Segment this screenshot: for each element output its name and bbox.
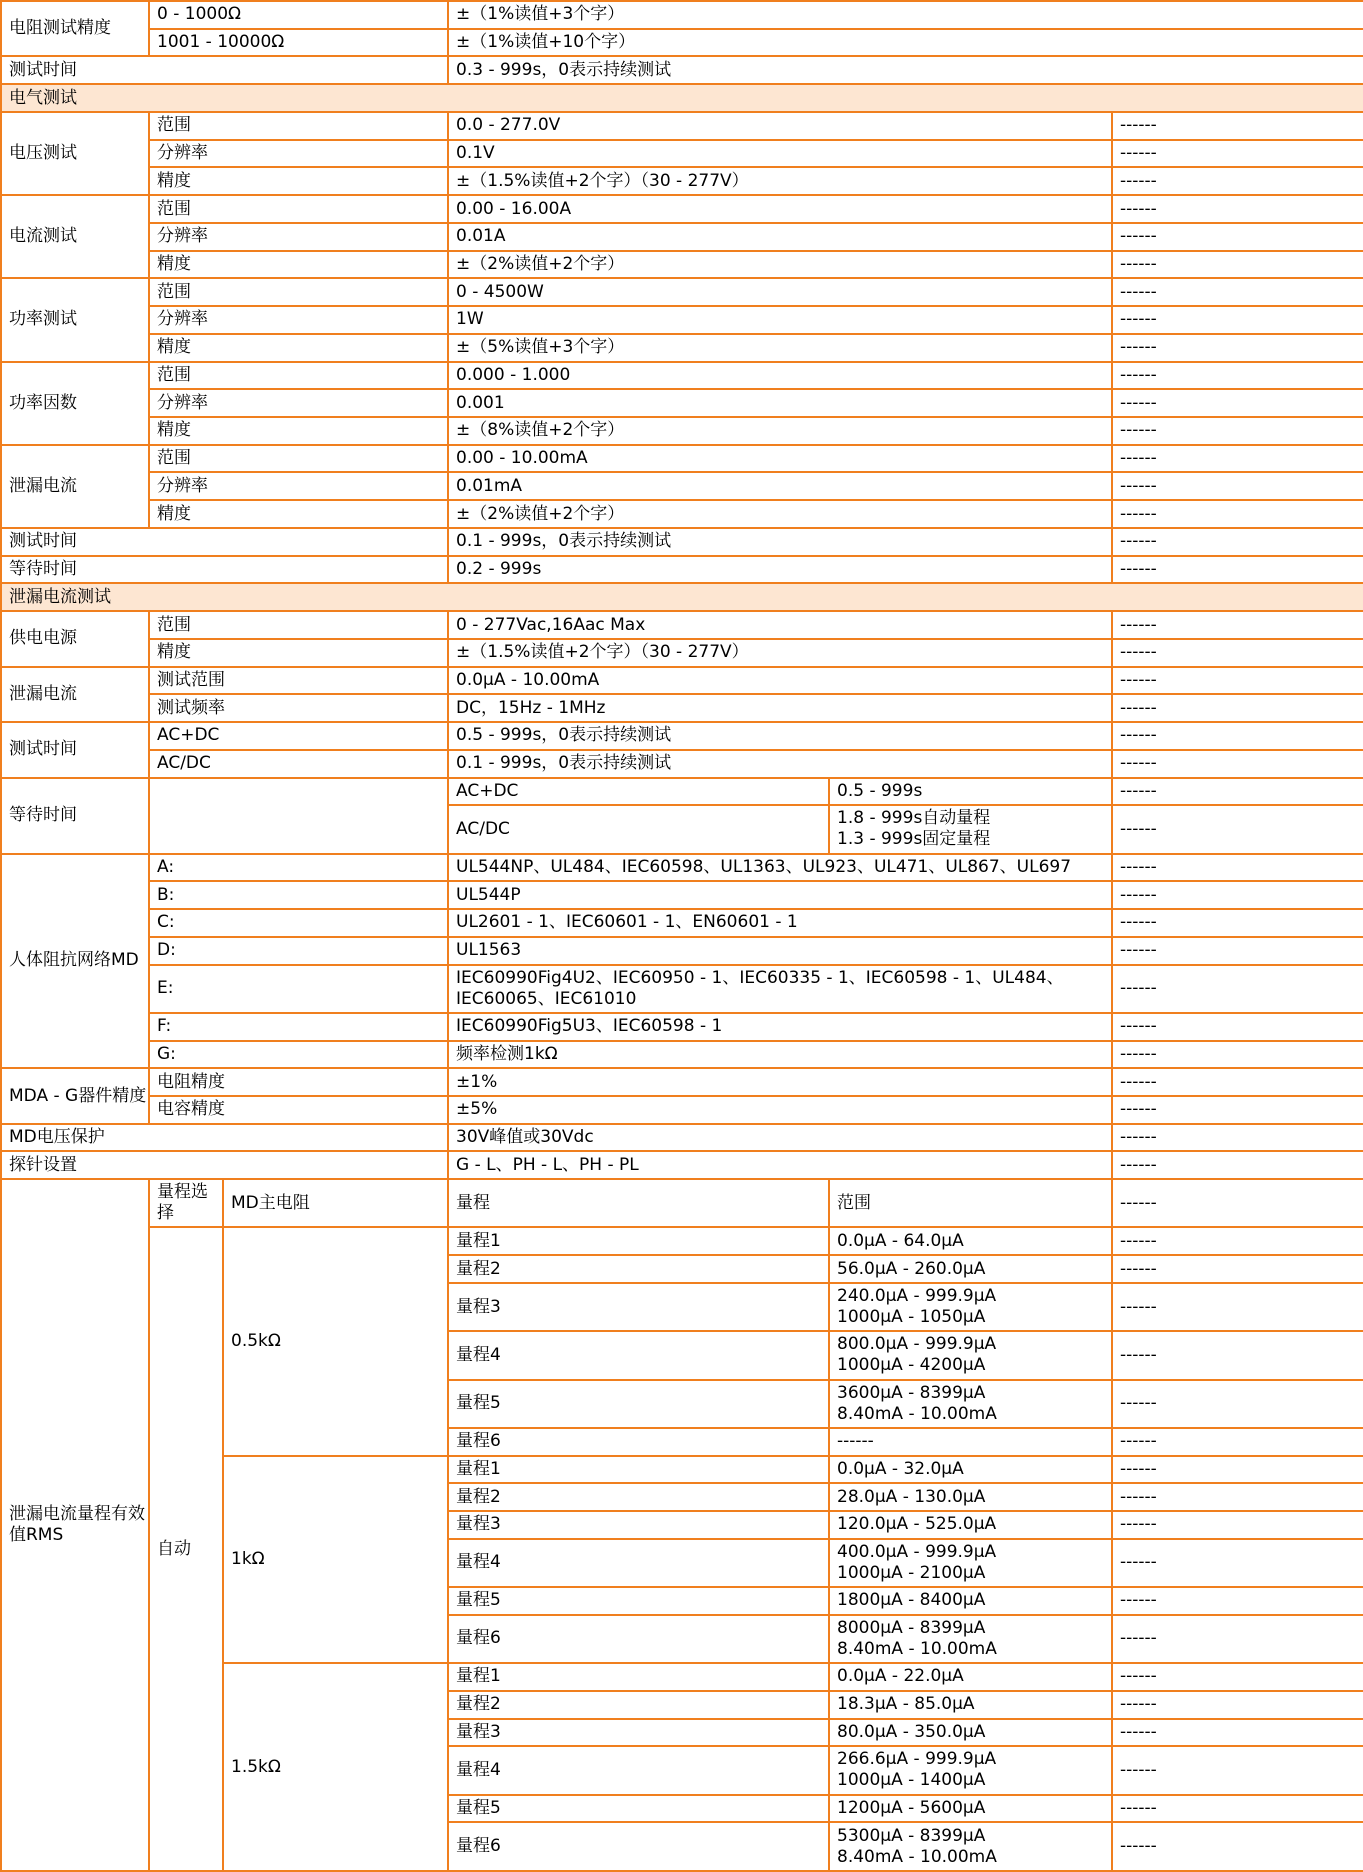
range-name: 量程6 bbox=[448, 1822, 829, 1871]
param-name: 范围 bbox=[149, 278, 448, 306]
param-extra: ------ bbox=[1112, 223, 1363, 251]
section-title-electrical: 电气测试 bbox=[1, 84, 1363, 112]
param-extra: ------ bbox=[1112, 778, 1363, 806]
range-name: 量程6 bbox=[448, 1428, 829, 1456]
range-span bbox=[829, 1615, 1112, 1663]
param-value: 0.5 - 999s，0表示持续测试 bbox=[448, 722, 1112, 750]
param-extra: ------ bbox=[1112, 1041, 1363, 1069]
resistance-accuracy-label: 电阻测试精度 bbox=[1, 1, 149, 56]
param-extra: ------ bbox=[1112, 167, 1363, 195]
group-label: 测试时间 bbox=[1, 722, 149, 777]
row-value: G - L、PH - L、PH - PL bbox=[448, 1151, 1112, 1179]
electrical-row bbox=[1, 167, 1363, 195]
param-extra: ------ bbox=[1112, 362, 1363, 390]
param-value: 0 - 4500W bbox=[448, 278, 1112, 306]
cell-line: 0.0μA - 64.0μA bbox=[837, 1230, 964, 1251]
param-extra: ------ bbox=[1112, 1331, 1363, 1379]
electrical-row bbox=[1, 362, 1363, 390]
param-value: 0.0μA - 10.00mA bbox=[448, 667, 1112, 695]
param-value: ±（5%读值+3个字） bbox=[448, 334, 1112, 362]
param-extra: ------ bbox=[1112, 1663, 1363, 1691]
param-value: DC，15Hz - 1MHz bbox=[448, 694, 1112, 722]
param-name: 精度 bbox=[149, 639, 448, 667]
cell-line: 8000μA - 8399μA bbox=[837, 1617, 986, 1638]
electrical-row bbox=[1, 140, 1363, 168]
resistance-range-cell: 1001 - 10000Ω bbox=[149, 29, 448, 57]
param-extra: ------ bbox=[1112, 1587, 1363, 1615]
wait-value bbox=[829, 778, 1112, 806]
param-extra: ------ bbox=[1112, 1822, 1363, 1871]
electrical-wait_time-row bbox=[1, 556, 1363, 584]
param-extra: ------ bbox=[1112, 1428, 1363, 1456]
range-span bbox=[829, 1691, 1112, 1719]
param-name: 精度 bbox=[149, 500, 448, 528]
param-extra: ------ bbox=[1112, 195, 1363, 223]
range-name: 量程5 bbox=[448, 1587, 829, 1615]
row-extra: ------ bbox=[1112, 528, 1363, 556]
param-extra: ------ bbox=[1112, 1615, 1363, 1663]
ranges-header-row bbox=[1, 1179, 1363, 1227]
range-name: 量程5 bbox=[448, 1380, 829, 1428]
param-name: 范围 bbox=[149, 445, 448, 473]
spec-table-body bbox=[1, 1, 1363, 1871]
network-standards: UL544NP、UL484、IEC60598、UL1363、UL923、UL471、UL867、UL697 bbox=[448, 854, 1112, 882]
range-span bbox=[829, 1483, 1112, 1511]
auto-mode-cell: 自动 bbox=[149, 1227, 223, 1871]
group-label: 功率因数 bbox=[1, 362, 149, 445]
param-name: 测试范围 bbox=[149, 667, 448, 695]
electrical-row bbox=[1, 195, 1363, 223]
cell-line: 1000μA - 1400μA bbox=[837, 1770, 986, 1791]
body-network-row bbox=[1, 965, 1363, 1013]
range-span bbox=[829, 1380, 1112, 1428]
param-extra: ------ bbox=[1112, 1511, 1363, 1539]
param-value: 0.1V bbox=[448, 140, 1112, 168]
param-extra: ------ bbox=[1112, 472, 1363, 500]
range-header: 量程 bbox=[448, 1179, 829, 1227]
param-extra: ------ bbox=[1112, 334, 1363, 362]
param-value: 0.01mA bbox=[448, 472, 1112, 500]
leakage-power_supply-row bbox=[1, 639, 1363, 667]
range-span bbox=[829, 1456, 1112, 1484]
cell-line: 8.40mA - 10.00mA bbox=[837, 1403, 997, 1424]
param-value: ±（1.5%读值+2个字）（30 - 277V） bbox=[448, 639, 1112, 667]
cell-line: 28.0μA - 130.0μA bbox=[837, 1486, 986, 1507]
cell-line: 8.40mA - 10.00mA bbox=[837, 1638, 997, 1659]
cell-line: 120.0μA - 525.0μA bbox=[837, 1514, 997, 1535]
empty-cell bbox=[149, 778, 448, 854]
param-value: 0 - 277Vac,16Aac Max bbox=[448, 611, 1112, 639]
cell-line: 0.0μA - 22.0μA bbox=[837, 1666, 964, 1687]
group-label: 等待时间 bbox=[1, 778, 149, 854]
range-span bbox=[829, 1822, 1112, 1871]
electrical-row bbox=[1, 112, 1363, 140]
param-extra: ------ bbox=[1112, 1096, 1363, 1124]
range-name: 量程3 bbox=[448, 1511, 829, 1539]
cell-line: 1000μA - 4200μA bbox=[837, 1355, 986, 1376]
param-extra: ------ bbox=[1112, 881, 1363, 909]
resistance-accuracy-value: ±（1%读值+10个字） bbox=[448, 29, 1363, 57]
row-value: 0.1 - 999s，0表示持续测试 bbox=[448, 528, 1112, 556]
network-standards: UL1563 bbox=[448, 937, 1112, 965]
param-name: 分辨率 bbox=[149, 472, 448, 500]
electrical-row bbox=[1, 417, 1363, 445]
body-network-row bbox=[1, 937, 1363, 965]
electrical-row bbox=[1, 389, 1363, 417]
param-name: 分辨率 bbox=[149, 389, 448, 417]
range-name: 量程2 bbox=[448, 1255, 829, 1283]
param-extra: ------ bbox=[1112, 389, 1363, 417]
param-extra: ------ bbox=[1112, 1691, 1363, 1719]
range-name: 量程4 bbox=[448, 1746, 829, 1794]
cell-line: 1000μA - 2100μA bbox=[837, 1562, 986, 1583]
param-extra: ------ bbox=[1112, 611, 1363, 639]
param-extra: ------ bbox=[1112, 1795, 1363, 1823]
cell-line: 266.6μA - 999.9μA bbox=[837, 1749, 997, 1770]
leakage-power_supply-row bbox=[1, 611, 1363, 639]
group-label: 泄漏电流 bbox=[1, 445, 149, 528]
group-label: 人体阻抗网络MD bbox=[1, 854, 149, 1069]
row-value: 0.2 - 999s bbox=[448, 556, 1112, 584]
electrical-row bbox=[1, 223, 1363, 251]
network-standards: IEC60990Fig4U2、IEC60950 - 1、IEC60335 - 1、IEC60598 - 1、UL484、IEC60065、IEC61010 bbox=[448, 965, 1112, 1013]
range-span bbox=[829, 1511, 1112, 1539]
param-extra: ------ bbox=[1112, 1013, 1363, 1041]
param-name: 精度 bbox=[149, 167, 448, 195]
row-label: 测试时间 bbox=[1, 528, 448, 556]
param-extra: ------ bbox=[1112, 1456, 1363, 1484]
cell-line: 400.0μA - 999.9μA bbox=[837, 1541, 997, 1562]
param-name: 测试频率 bbox=[149, 694, 448, 722]
param-value: 0.001 bbox=[448, 389, 1112, 417]
span-header: 范围 bbox=[829, 1179, 1112, 1227]
ranges-label: 泄漏电流量程有效值RMS bbox=[1, 1179, 149, 1871]
param-value: ±（2%读值+2个字） bbox=[448, 251, 1112, 279]
network-key: C: bbox=[149, 909, 448, 937]
range-name: 量程3 bbox=[448, 1719, 829, 1747]
leakage-probe-row bbox=[1, 1151, 1363, 1179]
electrical-test_time-row bbox=[1, 528, 1363, 556]
cell-line: 3600μA - 8399μA bbox=[837, 1382, 986, 1403]
md-resistor-header: MD主电阻 bbox=[223, 1179, 448, 1227]
range-span bbox=[829, 1795, 1112, 1823]
range-span bbox=[829, 1746, 1112, 1794]
param-extra: ------ bbox=[1112, 750, 1363, 778]
range-name: 量程1 bbox=[448, 1227, 829, 1255]
range-select-header: 量程选择 bbox=[149, 1179, 223, 1227]
group-label: 电流测试 bbox=[1, 195, 149, 278]
param-extra: ------ bbox=[1112, 1483, 1363, 1511]
leakage-leakage_current-row bbox=[1, 694, 1363, 722]
param-name: 分辨率 bbox=[149, 223, 448, 251]
param-extra: ------ bbox=[1112, 417, 1363, 445]
row-extra: ------ bbox=[1112, 1151, 1363, 1179]
cell-line: 8.40mA - 10.00mA bbox=[837, 1846, 997, 1867]
param-extra: ------ bbox=[1112, 1746, 1363, 1794]
param-value: 1W bbox=[448, 306, 1112, 334]
param-value: ±（8%读值+2个字） bbox=[448, 417, 1112, 445]
range-span bbox=[829, 1428, 1112, 1456]
param-extra: ------ bbox=[1112, 1380, 1363, 1428]
param-name: 精度 bbox=[149, 251, 448, 279]
param-extra: ------ bbox=[1112, 639, 1363, 667]
network-key: B: bbox=[149, 881, 448, 909]
range-name: 量程2 bbox=[448, 1691, 829, 1719]
param-extra: ------ bbox=[1112, 667, 1363, 695]
range-span bbox=[829, 1255, 1112, 1283]
wait-mode: AC+DC bbox=[448, 778, 829, 806]
section-electrical bbox=[1, 84, 1363, 112]
param-value: 0.0 - 277.0V bbox=[448, 112, 1112, 140]
param-extra: ------ bbox=[1112, 805, 1363, 853]
range-name: 量程1 bbox=[448, 1456, 829, 1484]
body-network-row bbox=[1, 854, 1363, 882]
param-extra: ------ bbox=[1112, 445, 1363, 473]
cell-line: 0.0μA - 32.0μA bbox=[837, 1458, 964, 1479]
row-extra: ------ bbox=[1112, 1124, 1363, 1152]
network-standards: 频率检测1kΩ bbox=[448, 1041, 1112, 1069]
test-time-value: 0.3 - 999s，0表示持续测试 bbox=[448, 56, 1363, 84]
param-name: 范围 bbox=[149, 611, 448, 639]
range-name: 量程6 bbox=[448, 1615, 829, 1663]
param-value: 0.00 - 16.00A bbox=[448, 195, 1112, 223]
group-label: 功率测试 bbox=[1, 278, 149, 361]
range-span bbox=[829, 1331, 1112, 1379]
group-label: 供电电源 bbox=[1, 611, 149, 666]
param-name: 范围 bbox=[149, 112, 448, 140]
electrical-row bbox=[1, 445, 1363, 473]
row-label: MD电压保护 bbox=[1, 1124, 448, 1152]
cell-line: 0.5 - 999s bbox=[837, 780, 923, 801]
section-title-leakage: 泄漏电流测试 bbox=[1, 583, 1363, 611]
param-extra: ------ bbox=[1112, 694, 1363, 722]
row-value: 30V峰值或30Vdc bbox=[448, 1124, 1112, 1152]
range-name: 量程4 bbox=[448, 1331, 829, 1379]
range-span bbox=[829, 1283, 1112, 1331]
range-span bbox=[829, 1227, 1112, 1255]
leakage-wait-time-row bbox=[1, 778, 1363, 806]
network-key: A: bbox=[149, 854, 448, 882]
cell-line: 1800μA - 8400μA bbox=[837, 1590, 986, 1611]
param-name: 电阻精度 bbox=[149, 1068, 448, 1096]
param-extra: ------ bbox=[1112, 965, 1363, 1013]
param-value: ±1% bbox=[448, 1068, 1112, 1096]
range-name: 量程5 bbox=[448, 1795, 829, 1823]
range-row bbox=[1, 1227, 1363, 1255]
param-value: 0.00 - 10.00mA bbox=[448, 445, 1112, 473]
range-span bbox=[829, 1539, 1112, 1587]
param-extra: ------ bbox=[1112, 722, 1363, 750]
row-extra: ------ bbox=[1112, 556, 1363, 584]
param-extra: ------ bbox=[1112, 1255, 1363, 1283]
param-extra: ------ bbox=[1112, 1539, 1363, 1587]
param-value: ±（2%读值+2个字） bbox=[448, 500, 1112, 528]
electrical-row bbox=[1, 500, 1363, 528]
body-network-row bbox=[1, 909, 1363, 937]
param-extra: ------ bbox=[1112, 1068, 1363, 1096]
network-key: D: bbox=[149, 937, 448, 965]
network-standards: IEC60990Fig5U3、IEC60598 - 1 bbox=[448, 1013, 1112, 1041]
range-name: 量程3 bbox=[448, 1283, 829, 1331]
body-network-row bbox=[1, 1041, 1363, 1069]
cell-line: 18.3μA - 85.0μA bbox=[837, 1694, 975, 1715]
wait-value bbox=[829, 805, 1112, 853]
electrical-row bbox=[1, 306, 1363, 334]
param-value: 0.1 - 999s，0表示持续测试 bbox=[448, 750, 1112, 778]
param-extra: ------ bbox=[1112, 140, 1363, 168]
resistance-range-cell: 0 - 1000Ω bbox=[149, 1, 448, 29]
range-span bbox=[829, 1719, 1112, 1747]
cell-line: 5300μA - 8399μA bbox=[837, 1825, 986, 1846]
cell-line: 80.0μA - 350.0μA bbox=[837, 1721, 986, 1742]
leakage-md_protection-row bbox=[1, 1124, 1363, 1152]
cell-line: 800.0μA - 999.9μA bbox=[837, 1334, 997, 1355]
leakage-test_time-row bbox=[1, 722, 1363, 750]
range-name: 量程4 bbox=[448, 1539, 829, 1587]
param-extra: ------ bbox=[1112, 1179, 1363, 1227]
resistance-accuracy-row bbox=[1, 1, 1363, 29]
param-name: 范围 bbox=[149, 362, 448, 390]
param-value: 0.000 - 1.000 bbox=[448, 362, 1112, 390]
param-name: 分辨率 bbox=[149, 140, 448, 168]
row-label: 等待时间 bbox=[1, 556, 448, 584]
param-extra: ------ bbox=[1112, 278, 1363, 306]
param-value: 0.01A bbox=[448, 223, 1112, 251]
param-extra: ------ bbox=[1112, 1227, 1363, 1255]
param-name: 电容精度 bbox=[149, 1096, 448, 1124]
param-extra: ------ bbox=[1112, 854, 1363, 882]
param-extra: ------ bbox=[1112, 112, 1363, 140]
test-time-label: 测试时间 bbox=[1, 56, 448, 84]
resistance-accuracy-value: ±（1%读值+3个字） bbox=[448, 1, 1363, 29]
param-name: 范围 bbox=[149, 195, 448, 223]
param-value: ±（1.5%读值+2个字）（30 - 277V） bbox=[448, 167, 1112, 195]
param-extra: ------ bbox=[1112, 1283, 1363, 1331]
param-extra: ------ bbox=[1112, 500, 1363, 528]
param-extra: ------ bbox=[1112, 937, 1363, 965]
resistance-test-time-row bbox=[1, 56, 1363, 84]
cell-line: ------ bbox=[837, 1431, 874, 1452]
leakage-test_time-row bbox=[1, 750, 1363, 778]
cell-line: 1000μA - 1050μA bbox=[837, 1307, 986, 1328]
group-label: MDA - G器件精度 bbox=[1, 1068, 149, 1123]
network-key: F: bbox=[149, 1013, 448, 1041]
network-standards: UL2601 - 1、IEC60601 - 1、EN60601 - 1 bbox=[448, 909, 1112, 937]
md-resistance-cell: 1kΩ bbox=[223, 1456, 448, 1664]
cell-line: 1.3 - 999s固定量程 bbox=[837, 829, 991, 850]
network-key: G: bbox=[149, 1041, 448, 1069]
cell-line: 240.0μA - 999.9μA bbox=[837, 1286, 997, 1307]
cell-line: 1.8 - 999s自动量程 bbox=[837, 808, 991, 829]
param-name: AC/DC bbox=[149, 750, 448, 778]
electrical-row bbox=[1, 334, 1363, 362]
electrical-row bbox=[1, 278, 1363, 306]
cell-line: 56.0μA - 260.0μA bbox=[837, 1258, 986, 1279]
wait-mode: AC/DC bbox=[448, 805, 829, 853]
param-name: 分辨率 bbox=[149, 306, 448, 334]
range-name: 量程1 bbox=[448, 1663, 829, 1691]
mda-row bbox=[1, 1068, 1363, 1096]
md-resistance-cell: 0.5kΩ bbox=[223, 1227, 448, 1455]
leakage-leakage_current-row bbox=[1, 667, 1363, 695]
md-resistance-cell: 1.5kΩ bbox=[223, 1663, 448, 1871]
param-name: AC+DC bbox=[149, 722, 448, 750]
group-label: 泄漏电流 bbox=[1, 667, 149, 722]
param-name: 精度 bbox=[149, 334, 448, 362]
param-extra: ------ bbox=[1112, 251, 1363, 279]
param-extra: ------ bbox=[1112, 909, 1363, 937]
param-extra: ------ bbox=[1112, 1719, 1363, 1747]
body-network-row bbox=[1, 881, 1363, 909]
param-value: ±5% bbox=[448, 1096, 1112, 1124]
electrical-row bbox=[1, 251, 1363, 279]
param-name: 精度 bbox=[149, 417, 448, 445]
row-label: 探针设置 bbox=[1, 1151, 448, 1179]
electrical-row bbox=[1, 472, 1363, 500]
body-network-row bbox=[1, 1013, 1363, 1041]
range-span bbox=[829, 1663, 1112, 1691]
network-standards: UL544P bbox=[448, 881, 1112, 909]
section-leakage bbox=[1, 583, 1363, 611]
range-name: 量程2 bbox=[448, 1483, 829, 1511]
cell-line: 1200μA - 5600μA bbox=[837, 1797, 986, 1818]
group-label: 电压测试 bbox=[1, 112, 149, 195]
range-span bbox=[829, 1587, 1112, 1615]
resistance-accuracy-row bbox=[1, 29, 1363, 57]
mda-row bbox=[1, 1096, 1363, 1124]
param-extra: ------ bbox=[1112, 306, 1363, 334]
network-key: E: bbox=[149, 965, 448, 1013]
